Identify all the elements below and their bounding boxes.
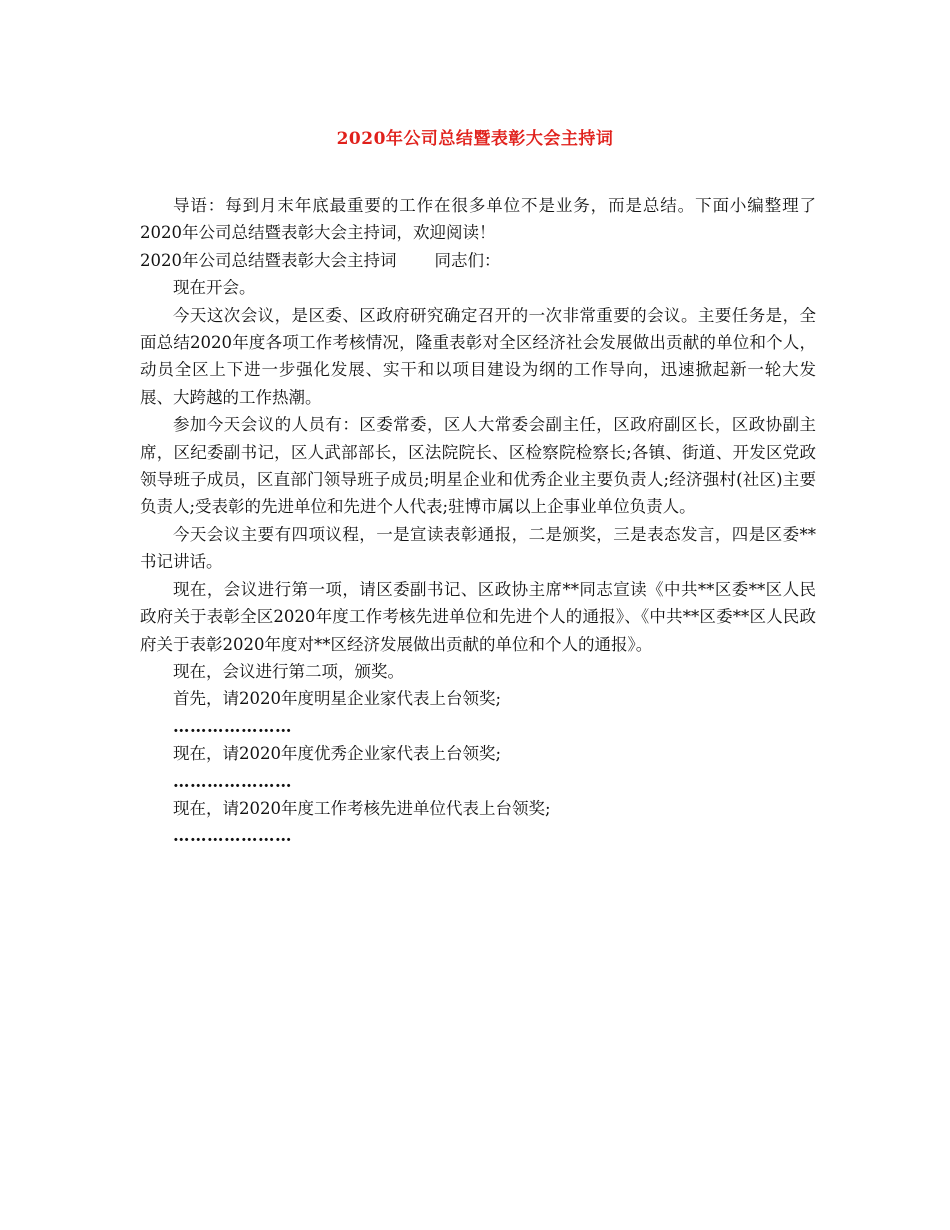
- award-step: 现在，请2020年度优秀企业家代表上台领奖;: [173, 744, 502, 764]
- document-title: 2020年公司总结暨表彰大会主持词: [336, 129, 614, 149]
- document-body: [140, 192, 816, 850]
- ellipsis-line: …………………: [173, 826, 292, 846]
- paragraph-item-one: 现在，会议进行第一项，请区委副书记、区政协主席**同志宣读《中共**区委**区人民政府关于表彰全区2020年度工作考核先进单位和先进个人的通报》、《中共**区委**区人民政府关于表彰2020年度对**区经济发展做出贡献的单位和个人的通报》。: [140, 579, 816, 654]
- paragraph-open-meeting: 现在开会。: [173, 278, 256, 298]
- award-step: 现在，请2020年度工作考核先进单位代表上台领奖;: [173, 798, 551, 818]
- greeting: 同志们：: [434, 250, 501, 270]
- award-step: 首先，请2020年度明星企业家代表上台领奖;: [173, 689, 502, 709]
- subtitle-heading: 2020年公司总结暨表彰大会主持词: [140, 250, 397, 270]
- paragraph-attendees: 参加今天会议的人员有：区委常委，区人大常委会副主任，区政府副区长，区政协副主席，区纪委副书记，区人武部部长，区法院院长、区检察院检察长;各镇、街道、开发区党政领导班子成员，区直部门领导班子成员;明星企业和优秀企业主要负责人;经济强村(社区)主要负责人;受表彰的先进单位和先进个人代表;驻博市属以上企事业单位负责人。: [140, 415, 816, 517]
- subtitle-line: [140, 247, 816, 274]
- paragraph-item-two: 现在，会议进行第二项，颁奖。: [173, 661, 404, 681]
- paragraph-agenda: 今天会议主要有四项议程，一是宣读表彰通报，二是颁奖，三是表态发言，四是区委**书记讲话。: [140, 524, 816, 572]
- ellipsis-line: …………………: [173, 716, 292, 736]
- intro-paragraph: 导语：每到月末年底最重要的工作在很多单位不是业务，而是总结。下面小编整理了2020年公司总结暨表彰大会主持词，欢迎阅读！: [140, 196, 816, 243]
- paragraph-meeting-purpose: 今天这次会议，是区委、区政府研究确定召开的一次非常重要的会议。主要任务是，全面总结2020年度各项工作考核情况，隆重表彰对全区经济社会发展做出贡献的单位和个人，动员全区上下进一步强化发展、实干和以项目建设为纲的工作导向，迅速掀起新一轮大发展、大跨越的工作热潮。: [140, 305, 816, 407]
- ellipsis-line: …………………: [173, 771, 292, 791]
